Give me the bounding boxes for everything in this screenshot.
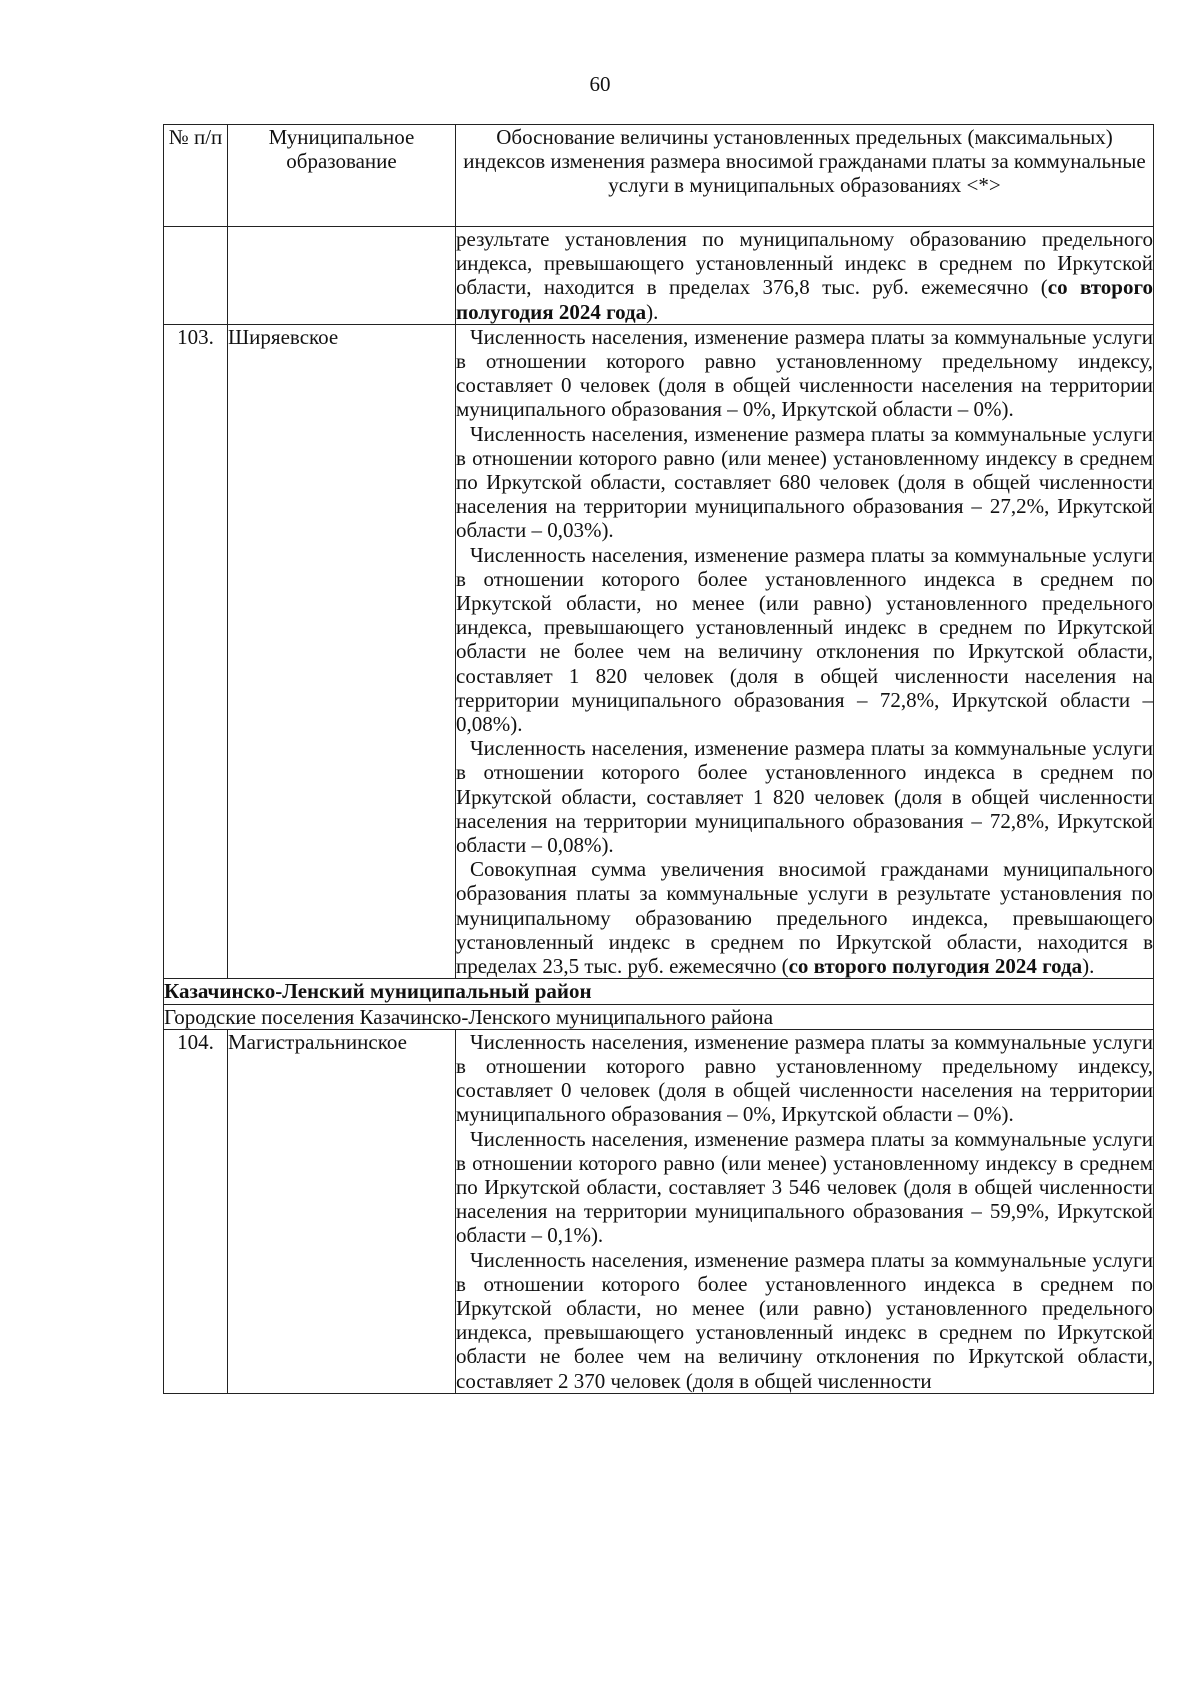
paragraph: Численность населения, изменение размера платы за коммунальные услуги в отношении которого равно (или менее) установленному индексу в среднем по Иркутской области, составляет 3 546 человек (доля в общей численности населения на территории муниципального образования – 59,9%, Иркутской области – 0,1%). [456, 1126, 1153, 1248]
subgroup-row [164, 1004, 1154, 1029]
paragraph: Численность населения, изменение размера платы за коммунальные услуги в отношении которого более установленного индекса в среднем по Иркутской области, но менее (или равно) установленного предельного индекса, превышающего установленный индекс в среднем по Иркутской области не более чем на величину отклонения по Иркутской области, составляет 1 820 человек (доля в общей численности населения на территории муниципального образования – 72,8%, Иркутской области – 0,08%). [456, 542, 1153, 737]
table-header-row [164, 125, 1154, 227]
paragraph: Совокупная сумма увеличения вносимой гражданами муниципального образования платы за коммунальные услуги в результате установления по муниципальному образованию предельного индекса, превышающего установленный индекс в среднем по Иркутской области, находится в пределах 23,5 тыс. руб. ежемесячно (со второго полугодия 2024 года). [456, 857, 1153, 979]
continuation-municipality [228, 227, 456, 325]
subgroup-heading: Городские поселения Казачинско-Ленского муниципального района [164, 1004, 1154, 1029]
justification-table [163, 124, 1154, 1394]
page-number: 60 [589, 72, 611, 96]
continuation-text: результате установления по муниципальному образованию предельного индекса, превышающего установленный индекс в среднем по Иркутской области, находится в пределах 376,8 тыс. руб. ежемесячно (со второго полугодия 2024 года). [456, 227, 1153, 324]
district-row [164, 979, 1154, 1004]
paragraph: Численность населения, изменение размера платы за коммунальные услуги в отношении которого равно установленному предельному индексу, составляет 0 человек (доля в общей численности населения на территории муниципального образования – 0%, Иркутской области – 0%). [456, 324, 1153, 422]
header-justification: Обоснование величины установленных предельных (максимальных) индексов изменения размера вносимой гражданами платы за коммунальные услуги в муниципальных образованиях <*> [456, 125, 1154, 227]
table-row [164, 324, 1154, 978]
paragraph: Численность населения, изменение размера платы за коммунальные услуги в отношении которого равно установленному предельному индексу, составляет 0 человек (доля в общей численности населения на территории муниципального образования – 0%, Иркутской области – 0%). [456, 1029, 1153, 1127]
header-municipality: Муниципальное образование [228, 125, 456, 227]
paragraph: Численность населения, изменение размера платы за коммунальные услуги в отношении которого более установленного индекса в среднем по Иркутской области, но менее (или равно) установленного предельного индекса, превышающего установленный индекс в среднем по Иркутской области не более чем на величину отклонения по Иркутской области, составляет 2 370 человек (доля в общей численности [456, 1247, 1153, 1393]
district-heading: Казачинско-Ленский муниципальный район [164, 979, 1154, 1004]
table-row [164, 227, 1154, 325]
justification-text [456, 1029, 1154, 1393]
paragraph: Численность населения, изменение размера платы за коммунальные услуги в отношении которого более установленного индекса в среднем по Иркутской области, составляет 1 820 человек (доля в общей численности населения на территории муниципального образования – 72,8%, Иркутской области – 0,08%). [456, 736, 1153, 858]
header-number: № п/п [164, 125, 228, 227]
municipality-name: Ширяевское [228, 324, 456, 978]
justification-text [456, 324, 1154, 978]
municipality-name: Магистральнинское [228, 1029, 456, 1393]
row-number: 104. [164, 1029, 228, 1393]
paragraph: Численность населения, изменение размера платы за коммунальные услуги в отношении которого равно (или менее) установленному индексу в среднем по Иркутской области, составляет 680 человек (доля в общей численности населения на территории муниципального образования – 27,2%, Иркутской области – 0,03%). [456, 421, 1153, 543]
row-number: 103. [164, 324, 228, 978]
table-row [164, 1029, 1154, 1393]
continuation-number [164, 227, 228, 325]
